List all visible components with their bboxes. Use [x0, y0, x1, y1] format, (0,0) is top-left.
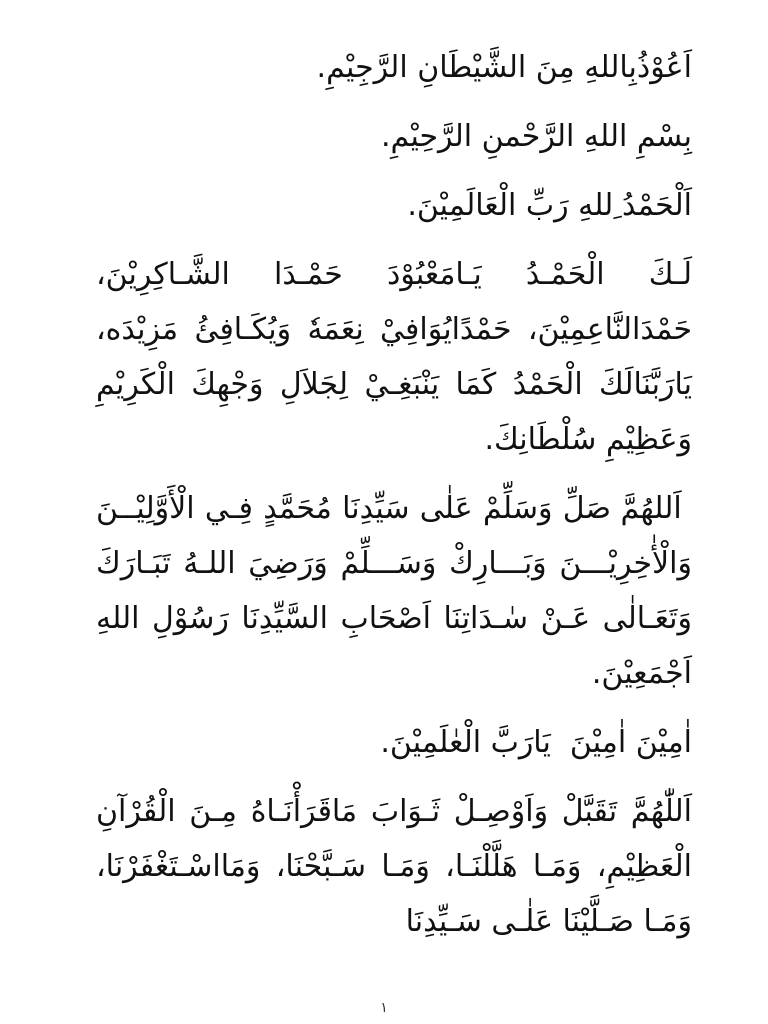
page-number: ١ — [380, 1000, 388, 1016]
hamdalah-line: اَلْحَمْدُ ِللهِ رَبِّ الْعَالَمِيْنَ. — [407, 188, 692, 223]
basmala-line: بِسْمِ اللهِ الرَّحْمنِ الرَّحِيْمِ. — [380, 119, 692, 154]
dua-paragraph: اَللّٰهُمَّ تَقَبَّلْ وَاَوْصِـلْ ثَـوَابَ مَاقَرَأْنَـاهُ مِـنَ الْقُرْآنِ الْعَظِيْمِ، وَمَـا هَلَّلْنَـا، وَمَـا سَـبَّحْنَا، وَمَااسْـتَغْفَرْنَا، وَمَـا صَـلَّيْنَا عَلٰـى سَـيِّدِنَا — [86, 794, 692, 939]
salawat-paragraph: اَللهُمَّ صَلِّ وَسَلِّمْ عَلٰى سَيِّدِنَا مُحَمَّدٍ فِـي الْأَوَّلِيْــنَ وَالْأٰخِرِيْـــنَ وَبَـــارِكْ وَسَـــلِّمْ وَرَضِيَ اللـهُ تَبَـارَكَ وَتَعَـالٰى عَـنْ سٰـدَاتِنَا اَصْحَابِ السَّيِّدِنَا رَسُوْلِ اللهِ اَجْمَعِيْنَ. — [86, 491, 692, 691]
amin-line: اٰمِيْنَ اٰمِيْنَ يَارَبَّ الْعٰلَمِيْنَ. — [380, 725, 692, 760]
praise-paragraph: لَـكَ الْحَمْـدُ يَـامَعْبُوْدَ حَمْـدَا الشَّـاكِرِيْنَ، حَمْدَالنَّاعِمِيْنَ، حَمْدًايُوَافِيْ نِعَمَهٗ وَيُكَـافِئُ مَزِيْدَه، يَارَبَّنَالَكَ الْحَمْدُ كَمَا يَنْبَغِـيْ لِجَلاَلِ وَجْهِكَ الْكَرِيْمِ وَعَظِيْمِ سُلْطَانِكَ. — [86, 257, 692, 457]
document-page — [86, 40, 692, 963]
taawwudh-line: اَعُوْذُبِاللهِ مِنَ الشَّيْطَانِ الرَّجِيْمِ. — [316, 50, 692, 85]
